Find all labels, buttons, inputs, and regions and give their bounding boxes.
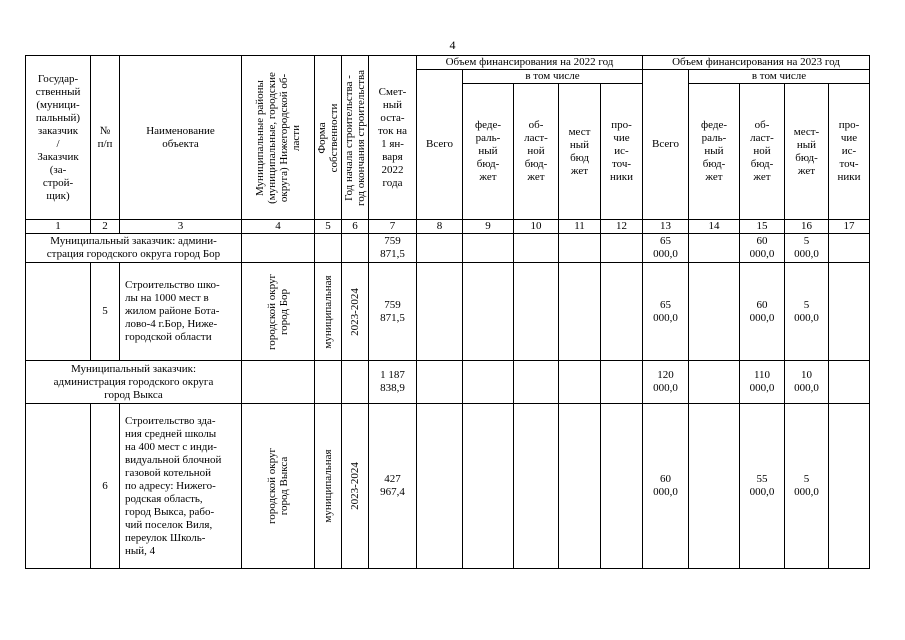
total-2023-value: 120 000,0 — [643, 361, 689, 404]
header-districts — [242, 56, 315, 220]
object-district-text: городской округ город Бор — [266, 273, 290, 350]
table-row-vyksa-object — [26, 404, 870, 569]
local-2023-value: 5 000,0 — [785, 234, 829, 263]
col-num-10: 10 — [514, 220, 559, 234]
col-num-11: 11 — [559, 220, 601, 234]
col-num-9: 9 — [463, 220, 514, 234]
object-name: Строительство шко- лы на 1000 мест в жилом районе Бота- лово-4 г.Бор, Ниже- городской области — [120, 263, 242, 361]
col-num-5: 5 — [315, 220, 342, 234]
header-incl-2022: в том числе — [463, 70, 643, 84]
col-num-4: 4 — [242, 220, 315, 234]
header-regional-2022: об- ласт- ной бюд- жет — [514, 84, 559, 220]
object-years — [342, 404, 369, 569]
local-2023-value: 5 000,0 — [785, 263, 829, 361]
col-num-17: 17 — [829, 220, 870, 234]
table-row-bor-customer — [26, 234, 870, 263]
col-num-8: 8 — [417, 220, 463, 234]
header-row-1 — [26, 56, 870, 70]
col-num-16: 16 — [785, 220, 829, 234]
header-other-2022: про- чие ис- точ- ники — [601, 84, 643, 220]
header-fin-2022: Объем финансирования на 2022 год — [417, 56, 643, 70]
col-num-1: 1 — [26, 220, 91, 234]
table-row-bor-object — [26, 263, 870, 361]
header-customer: Государ- ственный (муници- пальный) заказчик / Заказчик (за- строй- щик) — [26, 56, 91, 220]
object-ownership-text: муниципальная — [322, 449, 334, 523]
header-object-name: Наименование объекта — [120, 56, 242, 220]
object-years-text: 2023-2024 — [349, 287, 361, 336]
table-row-vyksa-customer — [26, 361, 870, 404]
header-fin-2023: Объем финансирования на 2023 год — [643, 56, 870, 70]
col-num-13: 13 — [643, 220, 689, 234]
header-other-2023: про- чие ис- точ- ники — [829, 84, 870, 220]
column-number-row — [26, 220, 870, 234]
object-ownership — [315, 404, 342, 569]
customer-label-vyksa: Муниципальный заказчик: администрация городского округа город Выкса — [26, 361, 242, 404]
estimate-value: 759 871,5 — [369, 234, 417, 263]
header-years — [342, 56, 369, 220]
col-num-15: 15 — [740, 220, 785, 234]
customer-label-bor: Муниципальный заказчик: админи- страция городского округа город Бор — [26, 234, 242, 263]
header-federal-2023: феде- раль- ный бюд- жет — [689, 84, 740, 220]
header-incl-2023: в том числе — [689, 70, 870, 84]
object-number: 5 — [91, 263, 120, 361]
header-estimate: Смет- ный оста- ток на 1 ян- варя 2022 года — [369, 56, 417, 220]
total-2023-value: 65 000,0 — [643, 234, 689, 263]
header-total-2022: Всего — [417, 70, 463, 220]
local-2023-value: 10 000,0 — [785, 361, 829, 404]
header-num: № п/п — [91, 56, 120, 220]
header-regional-2023: об- ласт- ной бюд- жет — [740, 84, 785, 220]
object-ownership — [315, 263, 342, 361]
object-name: Строительство зда- ния средней школы на 400 мест с инди- видуальной блочной газовой котельной по адресу: Нижего- родская область, город Выкса, рабо- чий поселок Виля, переулок Школь- ный, 4 — [120, 404, 242, 569]
col-num-2: 2 — [91, 220, 120, 234]
col-num-7: 7 — [369, 220, 417, 234]
regional-2023-value: 110 000,0 — [740, 361, 785, 404]
header-federal-2022: феде- раль- ный бюд- жет — [463, 84, 514, 220]
total-2023-value: 65 000,0 — [643, 263, 689, 361]
object-district — [242, 404, 315, 569]
financing-table — [25, 55, 870, 569]
estimate-value: 759 871,5 — [369, 263, 417, 361]
object-years — [342, 263, 369, 361]
estimate-value: 427 967,4 — [369, 404, 417, 569]
header-ownership-text: Форма собственности — [316, 103, 340, 172]
local-2023-value: 5 000,0 — [785, 404, 829, 569]
header-ownership — [315, 56, 342, 220]
header-districts-text: Муниципальные районы (муниципальные, городские округа) Нижегородской об- ласти — [254, 71, 302, 204]
header-total-2023: Всего — [643, 70, 689, 220]
object-ownership-text: муниципальная — [322, 274, 334, 349]
regional-2023-value: 60 000,0 — [740, 263, 785, 361]
col-num-6: 6 — [342, 220, 369, 234]
header-years-text: Год начала строительства - год окончания строительства — [343, 69, 367, 206]
col-num-14: 14 — [689, 220, 740, 234]
header-local-2023: мест- ный бюд- жет — [785, 84, 829, 220]
header-local-2022: мест ный бюд жет — [559, 84, 601, 220]
estimate-value: 1 187 838,9 — [369, 361, 417, 404]
regional-2023-value: 55 000,0 — [740, 404, 785, 569]
col-num-12: 12 — [601, 220, 643, 234]
col-num-3: 3 — [120, 220, 242, 234]
object-district-text: городской округ город Выкса — [266, 447, 290, 525]
object-years-text: 2023-2024 — [349, 462, 361, 510]
total-2023-value: 60 000,0 — [643, 404, 689, 569]
object-district — [242, 263, 315, 361]
regional-2023-value: 60 000,0 — [740, 234, 785, 263]
page-number: 4 — [449, 38, 456, 52]
object-number: 6 — [91, 404, 120, 569]
